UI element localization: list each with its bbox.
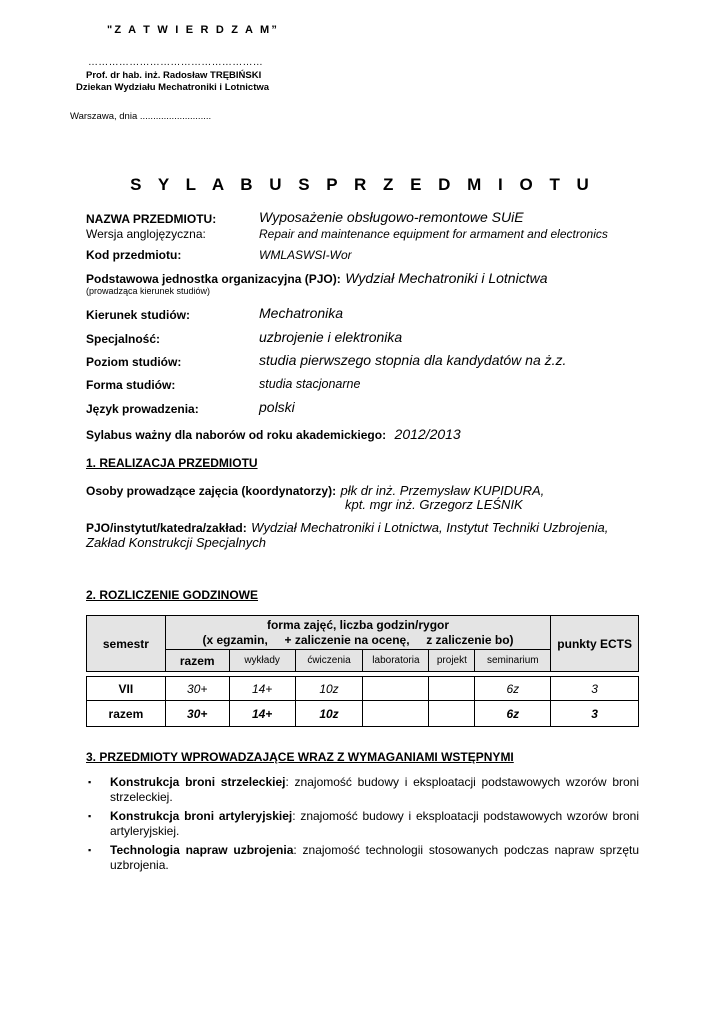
language-value: polski bbox=[259, 399, 295, 415]
cell-laboratoria bbox=[363, 701, 429, 727]
cell-razem: 30+ bbox=[165, 677, 229, 701]
cell-projekt bbox=[429, 677, 475, 701]
cell-projekt bbox=[429, 701, 475, 727]
cell-razem: 30+ bbox=[165, 701, 229, 727]
prerequisites-list bbox=[86, 775, 639, 877]
section-3-heading: 3. PRZEDMIOTY WPROWADZAJĄCE WRAZ Z WYMAGANIAMI WSTĘPNYMI bbox=[86, 750, 514, 764]
cell-ects: 3 bbox=[551, 677, 639, 701]
unit-label: Podstawowa jednostka organizacyjna (PJO): bbox=[86, 272, 341, 286]
cell-cwiczenia: 10z bbox=[295, 677, 363, 701]
direction-label: Kierunek studiów: bbox=[86, 308, 191, 322]
cell-seminarium: 6z bbox=[475, 677, 551, 701]
sub-header-seminarium: seminarium bbox=[475, 650, 551, 672]
subject-code-label: Kod przedmiotu: bbox=[86, 248, 182, 262]
page-title: S Y L A B U S P R Z E D M I O T U bbox=[130, 175, 595, 194]
level-value: studia pierwszego stopnia dla kandydatów na ż.z. bbox=[259, 352, 567, 368]
direction-value: Mechatronika bbox=[259, 305, 344, 321]
form-value: studia stacjonarne bbox=[259, 377, 361, 391]
unit-value: Wydział Mechatroniki i Lotnictwa bbox=[345, 270, 548, 286]
sub-header-razem: razem bbox=[165, 650, 229, 672]
subject-name-value: Wyposażenie obsługowo-remontowe SUiE bbox=[259, 209, 524, 225]
cell-semester: razem bbox=[87, 701, 166, 727]
english-version-label: Wersja anglojęzyczna: bbox=[86, 227, 206, 241]
table-row bbox=[87, 701, 639, 727]
cell-wyklady: 14+ bbox=[229, 701, 295, 727]
language-label: Język prowadzenia: bbox=[86, 402, 199, 416]
prereq-name: Konstrukcja broni strzeleckiej bbox=[110, 775, 286, 789]
english-version-value: Repair and maintenance equipment for armament and electronics bbox=[259, 227, 608, 241]
hours-table bbox=[86, 615, 639, 727]
specialty-label: Specjalność: bbox=[86, 332, 161, 346]
sub-header-cwiczenia: ćwiczenia bbox=[295, 650, 363, 672]
specialty-value: uzbrojenie i elektronika bbox=[259, 329, 403, 345]
table-row bbox=[87, 677, 639, 701]
subject-code-value: WMLASWSI-Wor bbox=[259, 248, 352, 262]
bullet-icon: ▪ bbox=[88, 845, 92, 855]
cell-cwiczenia: 10z bbox=[295, 701, 363, 727]
pjo-label: PJO/instytut/katedra/zakład: bbox=[86, 521, 247, 535]
section-2-heading: 2. ROZLICZENIE GODZINOWE bbox=[86, 588, 259, 602]
coordinator-1: płk dr inż. Przemysław KUPIDURA, bbox=[340, 483, 545, 498]
ects-header: punkty ECTS bbox=[551, 616, 639, 672]
semester-header: semestr bbox=[87, 616, 166, 672]
cell-wyklady: 14+ bbox=[229, 677, 295, 701]
form-label: Forma studiów: bbox=[86, 378, 176, 392]
form-header-line-2: (x egzamin, + zaliczenie na ocenę, z zaliczenie bo) bbox=[202, 632, 514, 647]
list-item bbox=[86, 809, 639, 839]
coordinator-2: kpt. mgr inż. Grzegorz LEŚNIK bbox=[345, 497, 523, 512]
unit-note: (prowadząca kierunek studiów) bbox=[86, 286, 211, 296]
cell-semester: VII bbox=[87, 677, 166, 701]
level-label: Poziom studiów: bbox=[86, 355, 182, 369]
bullet-icon: ▪ bbox=[88, 777, 92, 787]
pjo-value-line-1: Wydział Mechatroniki i Lotnictwa, Instytut Techniki Uzbrojenia, bbox=[251, 520, 609, 535]
prereq-desc: : znajomość budowy i eksploatacji podstawowych wzorów broni artyleryjskiej. bbox=[110, 809, 640, 838]
approval-heading: "Z A T W I E R D Z A M” bbox=[107, 24, 280, 36]
cell-laboratoria bbox=[363, 677, 429, 701]
bullet-icon: ▪ bbox=[88, 811, 92, 821]
list-item bbox=[86, 843, 639, 873]
form-header-line-1: forma zajęć, liczba godzin/rygor bbox=[266, 617, 450, 632]
signature-line: …………………………………………… bbox=[88, 57, 264, 68]
validity-row bbox=[86, 426, 461, 444]
pjo-value-line-2: Zakład Konstrukcji Specjalnych bbox=[86, 535, 266, 550]
list-item bbox=[86, 775, 639, 805]
sub-header-wyklady: wykłady bbox=[229, 650, 295, 672]
signatory-name: Prof. dr hab. inż. Radosław TRĘBIŃSKI bbox=[86, 70, 262, 81]
form-header bbox=[165, 616, 550, 650]
subject-name-label: NAZWA PRZEDMIOTU: bbox=[86, 212, 217, 226]
prereq-name: Technologia napraw uzbrojenia bbox=[110, 843, 294, 857]
section-1-heading: 1. REALIZACJA PRZEDMIOTU bbox=[86, 456, 258, 470]
validity-value: 2012/2013 bbox=[394, 426, 461, 442]
sub-header-laboratoria: laboratoria bbox=[363, 650, 429, 672]
cell-seminarium: 6z bbox=[475, 701, 551, 727]
prereq-desc: : znajomość technologii stosowanych podczas napraw sprzętu uzbrojenia. bbox=[110, 843, 639, 872]
coordinators-label: Osoby prowadzące zajęcia (koordynatorzy): bbox=[86, 484, 337, 498]
place-date: Warszawa, dnia ........................... bbox=[70, 111, 212, 122]
prereq-name: Konstrukcja broni artyleryjskiej bbox=[110, 809, 293, 823]
sub-header-projekt: projekt bbox=[429, 650, 475, 672]
validity-label: Sylabus ważny dla naborów od roku akademickiego: bbox=[86, 428, 387, 442]
prereq-desc: : znajomość budowy i eksploatacji podstawowych wzorów broni strzeleckiej. bbox=[110, 775, 639, 804]
cell-ects: 3 bbox=[551, 701, 639, 727]
signatory-position: Dziekan Wydziału Mechatroniki i Lotnictwa bbox=[76, 82, 270, 93]
